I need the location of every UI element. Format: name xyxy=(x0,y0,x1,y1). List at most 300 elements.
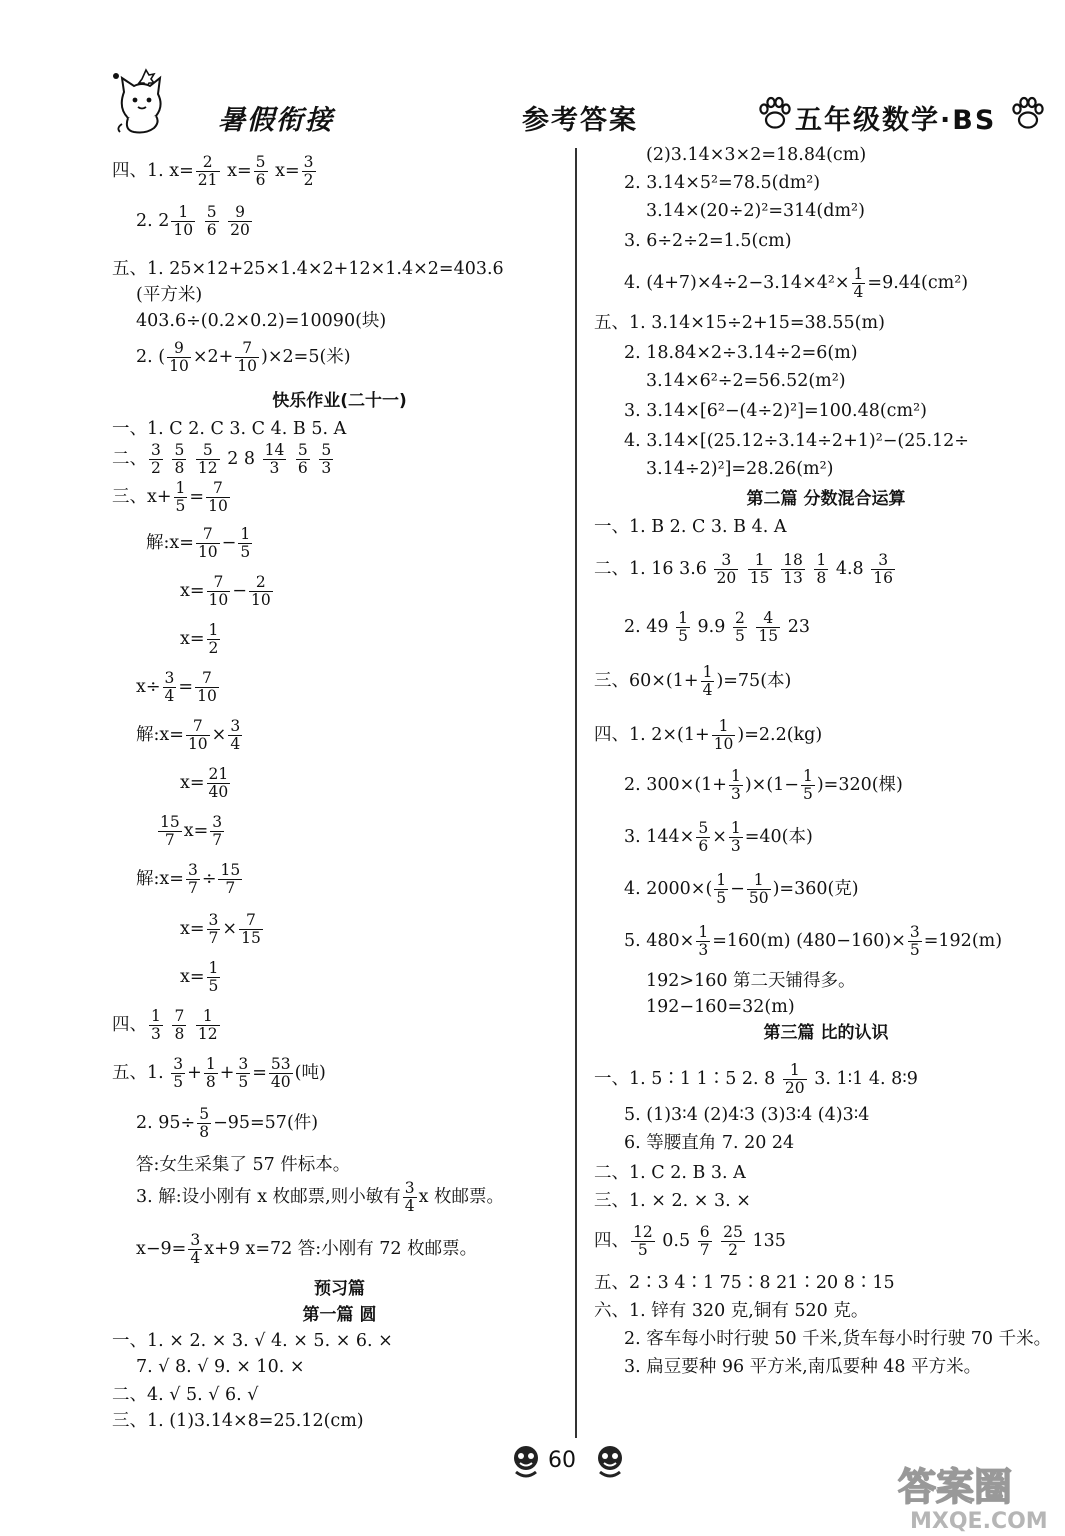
fraction-numerator: 1 xyxy=(205,1055,216,1073)
fraction-denominator: 7 xyxy=(187,879,198,897)
paw-icon xyxy=(1010,96,1046,132)
answer-text: ×2+ xyxy=(192,347,234,367)
fraction xyxy=(852,266,866,301)
fraction-numerator: 9 xyxy=(228,204,252,222)
answer-text: 一、1. 5∶1 1∶5 2. 8 xyxy=(594,1069,781,1089)
fraction-denominator: 10 xyxy=(169,357,189,375)
fraction-numerator: 3 xyxy=(303,153,314,171)
fraction-numerator: 2 xyxy=(196,154,220,172)
fraction xyxy=(814,552,828,587)
answer-line xyxy=(624,230,792,252)
watermark-logo xyxy=(892,1460,1060,1534)
fraction-denominator: 2 xyxy=(151,459,161,477)
answer-text: (平方米) xyxy=(136,285,203,305)
answer-text: =9.44(cm²) xyxy=(867,273,969,293)
fraction xyxy=(210,814,224,849)
fraction-numerator: 1 xyxy=(802,767,813,785)
fraction-numerator: 3 xyxy=(230,717,241,735)
fraction-numerator: 3 xyxy=(187,861,198,879)
fraction-denominator: 7 xyxy=(225,879,236,897)
answer-text: 3. 扁豆要种 96 平方米,南瓜要种 48 平方米。 xyxy=(624,1357,982,1377)
fraction-numerator: 1 xyxy=(716,871,727,889)
answer-line xyxy=(594,552,897,587)
fraction-denominator: 5 xyxy=(173,1073,184,1091)
answer-line xyxy=(646,970,856,992)
fraction xyxy=(196,1008,220,1043)
paw-icon xyxy=(757,96,793,132)
answer-line xyxy=(112,154,318,189)
answer-text: 三、1. (1)3.14×8=25.12(cm) xyxy=(112,1411,364,1431)
fraction xyxy=(676,610,690,645)
answer-line xyxy=(594,1062,918,1097)
answer-text: 一、1. × 2. × 3. √ 4. × 5. × 6. × xyxy=(112,1331,393,1351)
answer-text: 四、 xyxy=(594,1231,629,1251)
answer-line xyxy=(624,342,858,364)
answer-text: x= xyxy=(180,629,205,649)
answer-line xyxy=(136,340,351,375)
fraction-denominator: 15 xyxy=(241,929,261,947)
fraction xyxy=(195,670,219,705)
fraction-numerator: 3 xyxy=(151,441,161,459)
fraction xyxy=(205,204,219,239)
answer-line xyxy=(146,526,254,561)
answer-text: 四、 xyxy=(112,1015,147,1035)
fraction-denominator: 10 xyxy=(250,591,271,609)
fraction-denominator: 40 xyxy=(270,1073,291,1091)
answer-text: 第二篇 分数混合运算 xyxy=(746,489,906,509)
fraction xyxy=(174,480,188,515)
header-answer-title: 参考答案 xyxy=(522,105,638,136)
answer-line xyxy=(180,912,265,947)
answer-text xyxy=(165,1015,171,1035)
answer-text: 135 xyxy=(746,1231,786,1251)
answer-text: )=320(棵) xyxy=(816,775,903,795)
answer-line xyxy=(136,718,244,753)
fraction xyxy=(714,872,728,907)
fraction-denominator: 5 xyxy=(637,1241,648,1259)
answer-text xyxy=(165,449,171,469)
fraction-numerator: 3 xyxy=(404,1179,415,1197)
answer-text: )=360(克) xyxy=(772,879,859,899)
answer-text: 四、1. x= xyxy=(112,161,194,181)
fraction-numerator: 2 xyxy=(249,574,273,592)
fraction-denominator: 20 xyxy=(230,221,250,239)
answer-text: 5. (1)3∶4 (2)4∶3 (3)3∶4 (4)3∶4 xyxy=(624,1105,870,1125)
fraction-numerator: 1 xyxy=(747,872,771,890)
fraction xyxy=(781,552,805,587)
answer-text: 预习篇 xyxy=(314,1279,365,1299)
fraction-denominator: 20 xyxy=(784,1079,805,1097)
answer-text: 2. 2 xyxy=(136,211,170,231)
fraction-numerator: 1 xyxy=(730,819,741,837)
fraction xyxy=(239,912,263,947)
fraction xyxy=(196,442,220,477)
answer-line xyxy=(136,1106,318,1141)
fraction-numerator: 15 xyxy=(220,861,241,879)
answer-text: − xyxy=(221,533,237,553)
fraction-numerator: 1 xyxy=(702,663,713,681)
fraction-denominator: 13 xyxy=(783,569,803,587)
fraction-numerator: 6 xyxy=(699,1223,710,1241)
fraction-denominator: 15 xyxy=(749,569,770,587)
answer-text: =160(m) (480−160)× xyxy=(712,931,906,951)
answer-line xyxy=(594,718,822,753)
fraction-denominator: 10 xyxy=(208,497,228,515)
answer-text: 五、1. 25×12+25×1.4×2+12×1.4×2=403.6 xyxy=(112,259,504,279)
answer-text: =40(本) xyxy=(744,827,813,847)
answer-text: 答:女生采集了 57 件标本。 xyxy=(136,1155,351,1175)
fraction-numerator: 53 xyxy=(270,1055,291,1073)
fraction-numerator: 1 xyxy=(171,204,195,222)
fraction xyxy=(207,622,221,657)
fraction xyxy=(218,862,242,897)
fraction xyxy=(158,814,182,849)
fraction xyxy=(721,1224,745,1259)
fraction-numerator: 1 xyxy=(816,551,827,569)
answer-text: 403.6÷(0.2×0.2)=10090(块) xyxy=(136,311,387,331)
fraction-denominator: 4 xyxy=(853,283,864,301)
answer-line xyxy=(112,1330,393,1352)
fraction-denominator: 5 xyxy=(802,785,813,803)
fraction xyxy=(206,480,230,515)
answer-line xyxy=(180,960,222,995)
answer-line xyxy=(112,1008,222,1043)
page-header xyxy=(0,0,1065,140)
fraction-numerator: 7 xyxy=(207,574,231,592)
answer-text: 3.14×6²÷2=56.52(m²) xyxy=(646,371,846,391)
answer-text: 23 xyxy=(782,617,810,637)
fraction xyxy=(172,442,186,477)
answer-text: )=75(本) xyxy=(716,671,792,691)
answer-line xyxy=(624,172,820,194)
answer-text: 一、1. B 2. C 3. B 4. A xyxy=(594,517,787,537)
answer-text: 4. (4+7)×4÷2−3.14×4²× xyxy=(624,273,850,293)
answer-text: × xyxy=(222,919,238,939)
fraction-denominator: 10 xyxy=(197,687,217,705)
section-heading xyxy=(616,488,1036,510)
fraction-denominator: 5 xyxy=(240,543,251,561)
fraction xyxy=(186,862,200,897)
fraction xyxy=(228,718,242,753)
fraction-denominator: 3 xyxy=(730,837,741,855)
answer-text: =192(m) xyxy=(923,931,1003,951)
answer-text: 2. 18.84×2÷3.14÷2=6(m) xyxy=(624,343,858,363)
fraction-denominator: 7 xyxy=(208,929,219,947)
fraction xyxy=(207,912,221,947)
answer-text: 5. 480× xyxy=(624,931,695,951)
answer-text: 四、1. 2×(1+ xyxy=(594,725,710,745)
fraction-numerator: 1 xyxy=(208,621,219,639)
answer-text: 192>160 第二天铺得多。 xyxy=(646,971,856,991)
fraction-numerator: 3 xyxy=(714,552,738,570)
header-subject-title: 五年级数学·BS xyxy=(795,105,997,136)
fraction-numerator: 1 xyxy=(151,1007,161,1025)
answer-text xyxy=(188,449,194,469)
fraction xyxy=(249,574,273,609)
answer-line xyxy=(180,574,275,609)
fraction-numerator: 5 xyxy=(174,441,185,459)
answer-text: 三、1. × 2. × 3. × xyxy=(594,1191,751,1211)
fraction xyxy=(696,924,710,959)
answer-text xyxy=(288,449,294,469)
fraction-denominator: 4 xyxy=(190,1249,201,1267)
answer-line xyxy=(624,266,968,301)
answer-text: − xyxy=(730,879,745,899)
fraction-denominator: 10 xyxy=(237,357,258,375)
fraction xyxy=(196,154,220,189)
answer-text: 3.14÷2)²]=28.26(m²) xyxy=(646,459,834,479)
answer-line xyxy=(624,1328,1051,1350)
fraction-numerator: 4 xyxy=(756,610,780,628)
answer-text: + xyxy=(219,1063,235,1083)
answer-text: 二、1. 16 3.6 xyxy=(594,559,713,579)
fraction-denominator: 4 xyxy=(230,735,241,753)
fraction xyxy=(149,442,163,477)
fraction-numerator: 7 xyxy=(235,340,259,358)
answer-text: 三、x+ xyxy=(112,487,172,507)
fraction-denominator: 8 xyxy=(174,459,185,477)
cat-mascot-icon xyxy=(108,66,170,136)
fraction xyxy=(228,204,252,239)
answer-line xyxy=(624,1104,869,1126)
answer-text xyxy=(807,559,813,579)
mascot-face-icon xyxy=(510,1442,542,1478)
answer-text: 2. 3.14×5²=78.5(dm²) xyxy=(624,173,821,193)
answer-text: 2. 95÷ xyxy=(136,1113,196,1133)
fraction xyxy=(714,552,738,587)
fraction-denominator: 7 xyxy=(164,831,175,849)
answer-line xyxy=(646,458,833,480)
answer-text: )×2=5(米) xyxy=(261,347,351,367)
section-heading xyxy=(112,1278,567,1300)
answer-text: 五、1. 3.14×15÷2+15=38.55(m) xyxy=(594,313,885,333)
fraction-denominator: 4 xyxy=(404,1197,415,1215)
fraction xyxy=(167,340,191,375)
fraction-denominator: 6 xyxy=(206,221,217,239)
answer-line xyxy=(112,1410,364,1432)
answer-text: x= xyxy=(269,161,300,181)
fraction-denominator: 50 xyxy=(748,889,769,907)
fraction xyxy=(747,872,771,907)
section-heading xyxy=(112,1304,567,1326)
fraction-denominator: 8 xyxy=(816,569,827,587)
answer-text: 解:x= xyxy=(146,533,194,553)
fraction xyxy=(269,1056,293,1091)
answer-text: 192−160=32(m) xyxy=(646,997,795,1017)
answer-line xyxy=(112,418,346,440)
fraction-denominator: 7 xyxy=(212,831,223,849)
answer-line xyxy=(646,996,795,1018)
fraction-numerator: 3 xyxy=(909,923,920,941)
fraction-numerator: 3 xyxy=(164,669,175,687)
fraction-numerator: 1 xyxy=(730,767,741,785)
fraction-numerator: 5 xyxy=(698,819,709,837)
answer-text: 快乐作业(二十一) xyxy=(272,391,407,411)
answer-line xyxy=(136,284,202,306)
answer-text: 9.9 xyxy=(691,617,731,637)
answer-line xyxy=(112,258,504,280)
answer-text: × xyxy=(211,725,227,745)
answer-text: 7. √ 8. √ 9. × 10. × xyxy=(136,1357,305,1377)
answer-line xyxy=(112,480,232,515)
fraction-denominator: 8 xyxy=(205,1073,216,1091)
answer-text: 3.14×(20÷2)²=314(dm²) xyxy=(646,201,865,221)
fraction-numerator: 1 xyxy=(175,479,186,497)
fraction xyxy=(712,718,736,753)
fraction-numerator: 1 xyxy=(748,552,772,570)
answer-line xyxy=(594,1272,895,1294)
fraction-denominator: 40 xyxy=(208,783,229,801)
fraction-denominator: 5 xyxy=(208,977,219,995)
fraction xyxy=(733,610,747,645)
answer-text: 3. 3.14×[6²−(4÷2)²]=100.48(cm²) xyxy=(624,401,927,421)
answer-line xyxy=(594,1162,746,1184)
fraction-numerator: 15 xyxy=(160,813,180,831)
answer-text: 2. ( xyxy=(136,347,166,367)
answer-text: 3. 6÷2÷2=1.5(cm) xyxy=(624,231,792,251)
fraction xyxy=(186,718,210,753)
fraction-denominator: 6 xyxy=(297,459,308,477)
fraction-denominator: 5 xyxy=(175,497,186,515)
answer-text: x= xyxy=(221,161,252,181)
answer-text xyxy=(740,559,746,579)
fraction xyxy=(871,552,895,587)
fraction-denominator: 6 xyxy=(255,171,266,189)
answer-text: −95=57(件) xyxy=(213,1113,319,1133)
fraction-numerator: 5 xyxy=(199,1105,210,1123)
fraction-denominator: 21 xyxy=(197,171,218,189)
fraction xyxy=(631,1224,655,1259)
fraction-denominator: 12 xyxy=(197,1025,218,1043)
answer-line xyxy=(646,370,846,392)
fraction-numerator: 1 xyxy=(698,923,709,941)
answer-text: 6. 等腰直角 7. 20 24 xyxy=(624,1133,795,1153)
answer-text: ÷ xyxy=(201,869,217,889)
fraction-numerator: 3 xyxy=(208,911,219,929)
fraction-denominator: 15 xyxy=(758,627,779,645)
watermark-line1: 答案圈 xyxy=(898,1465,1013,1509)
answer-text: 五、1. xyxy=(112,1063,170,1083)
fraction xyxy=(188,1232,202,1267)
section-heading xyxy=(616,1022,1036,1044)
answer-line xyxy=(594,1300,868,1322)
fraction xyxy=(207,766,231,801)
fraction xyxy=(172,1008,186,1043)
answer-line xyxy=(646,200,865,222)
fraction-denominator: 10 xyxy=(173,221,194,239)
answer-text: 3. 1∶1 4. 8∶9 xyxy=(808,1069,918,1089)
fraction-denominator: 3 xyxy=(698,941,709,959)
answer-text: 2. 300×(1+ xyxy=(624,775,727,795)
fraction-denominator: 5 xyxy=(678,627,688,645)
answer-line xyxy=(136,1232,477,1267)
answer-text xyxy=(749,617,755,637)
answer-text: 六、1. 锌有 320 克,铜有 520 克。 xyxy=(594,1301,869,1321)
fraction-numerator: 1 xyxy=(678,609,688,627)
answer-line xyxy=(136,1154,350,1176)
fraction-numerator: 7 xyxy=(239,912,263,930)
fraction-denominator: 16 xyxy=(873,569,893,587)
answer-text: 4.8 xyxy=(830,559,870,579)
answer-text: )=2.2(kg) xyxy=(737,725,823,745)
answer-line xyxy=(624,924,1002,959)
answer-line xyxy=(136,670,221,705)
fraction-numerator: 1 xyxy=(712,718,736,736)
answer-text: = xyxy=(252,1063,267,1083)
fraction-denominator: 10 xyxy=(208,591,229,609)
fraction-numerator: 1 xyxy=(783,1062,807,1080)
answer-text: x= xyxy=(180,919,205,939)
fraction-numerator: 5 xyxy=(297,441,308,459)
answer-text: = xyxy=(178,677,194,697)
section-heading xyxy=(112,390,567,412)
answer-text: 2. 49 xyxy=(624,617,675,637)
answer-line xyxy=(156,814,226,849)
fraction xyxy=(698,1224,712,1259)
fraction-numerator: 5 xyxy=(206,203,217,221)
fraction xyxy=(696,820,710,855)
fraction-numerator: 1 xyxy=(240,525,251,543)
fraction-numerator: 1 xyxy=(208,959,219,977)
fraction xyxy=(207,574,231,609)
fraction-denominator: 2 xyxy=(208,639,219,657)
fraction-numerator: 3 xyxy=(173,1055,184,1073)
fraction-denominator: 20 xyxy=(716,569,737,587)
answer-line xyxy=(594,312,885,334)
watermark-line2: MXQE.COM xyxy=(910,1509,1048,1534)
fraction-denominator: 3 xyxy=(269,459,280,477)
answer-text xyxy=(774,559,780,579)
answer-text: 2 8 xyxy=(221,449,261,469)
fraction-numerator: 3 xyxy=(190,1231,201,1249)
answer-text: 0.5 xyxy=(656,1231,696,1251)
mascot-face-icon xyxy=(594,1442,626,1478)
fraction-denominator: 10 xyxy=(197,543,218,561)
fraction-denominator: 10 xyxy=(187,735,208,753)
fraction xyxy=(729,768,743,803)
answer-line xyxy=(624,400,927,422)
answer-text: 3. 144× xyxy=(624,827,695,847)
column-divider xyxy=(575,148,577,1438)
answer-text: (2)3.14×3×2=18.84(cm) xyxy=(646,145,867,165)
answer-text: 解:x= xyxy=(136,725,184,745)
answer-line xyxy=(624,1132,794,1154)
fraction-numerator: 7 xyxy=(196,526,220,544)
fraction xyxy=(701,664,715,699)
fraction-numerator: 5 xyxy=(255,153,266,171)
fraction xyxy=(756,610,780,645)
fraction-denominator: 3 xyxy=(321,459,332,477)
fraction-numerator: 3 xyxy=(212,813,223,831)
fraction xyxy=(196,526,220,561)
fraction xyxy=(908,924,922,959)
answer-text: x+9 x=72 答:小刚有 72 枚邮票。 xyxy=(204,1239,478,1259)
fraction-denominator: 5 xyxy=(716,889,727,907)
fraction xyxy=(319,442,333,477)
fraction-numerator: 5 xyxy=(321,441,332,459)
answer-text: 4. 3.14×[(25.12÷3.14÷2+1)²−(25.12÷ xyxy=(624,431,969,451)
answer-line xyxy=(594,516,786,538)
fraction-numerator: 12 xyxy=(633,1223,653,1241)
fraction-numerator: 5 xyxy=(196,442,220,460)
answer-line xyxy=(624,430,969,452)
fraction-denominator: 4 xyxy=(164,687,175,705)
answer-line xyxy=(594,1224,786,1259)
fraction-numerator: 9 xyxy=(167,340,191,358)
answer-text: (吨) xyxy=(294,1063,326,1083)
answer-line xyxy=(624,1356,981,1378)
fraction-denominator: 7 xyxy=(699,1241,710,1259)
